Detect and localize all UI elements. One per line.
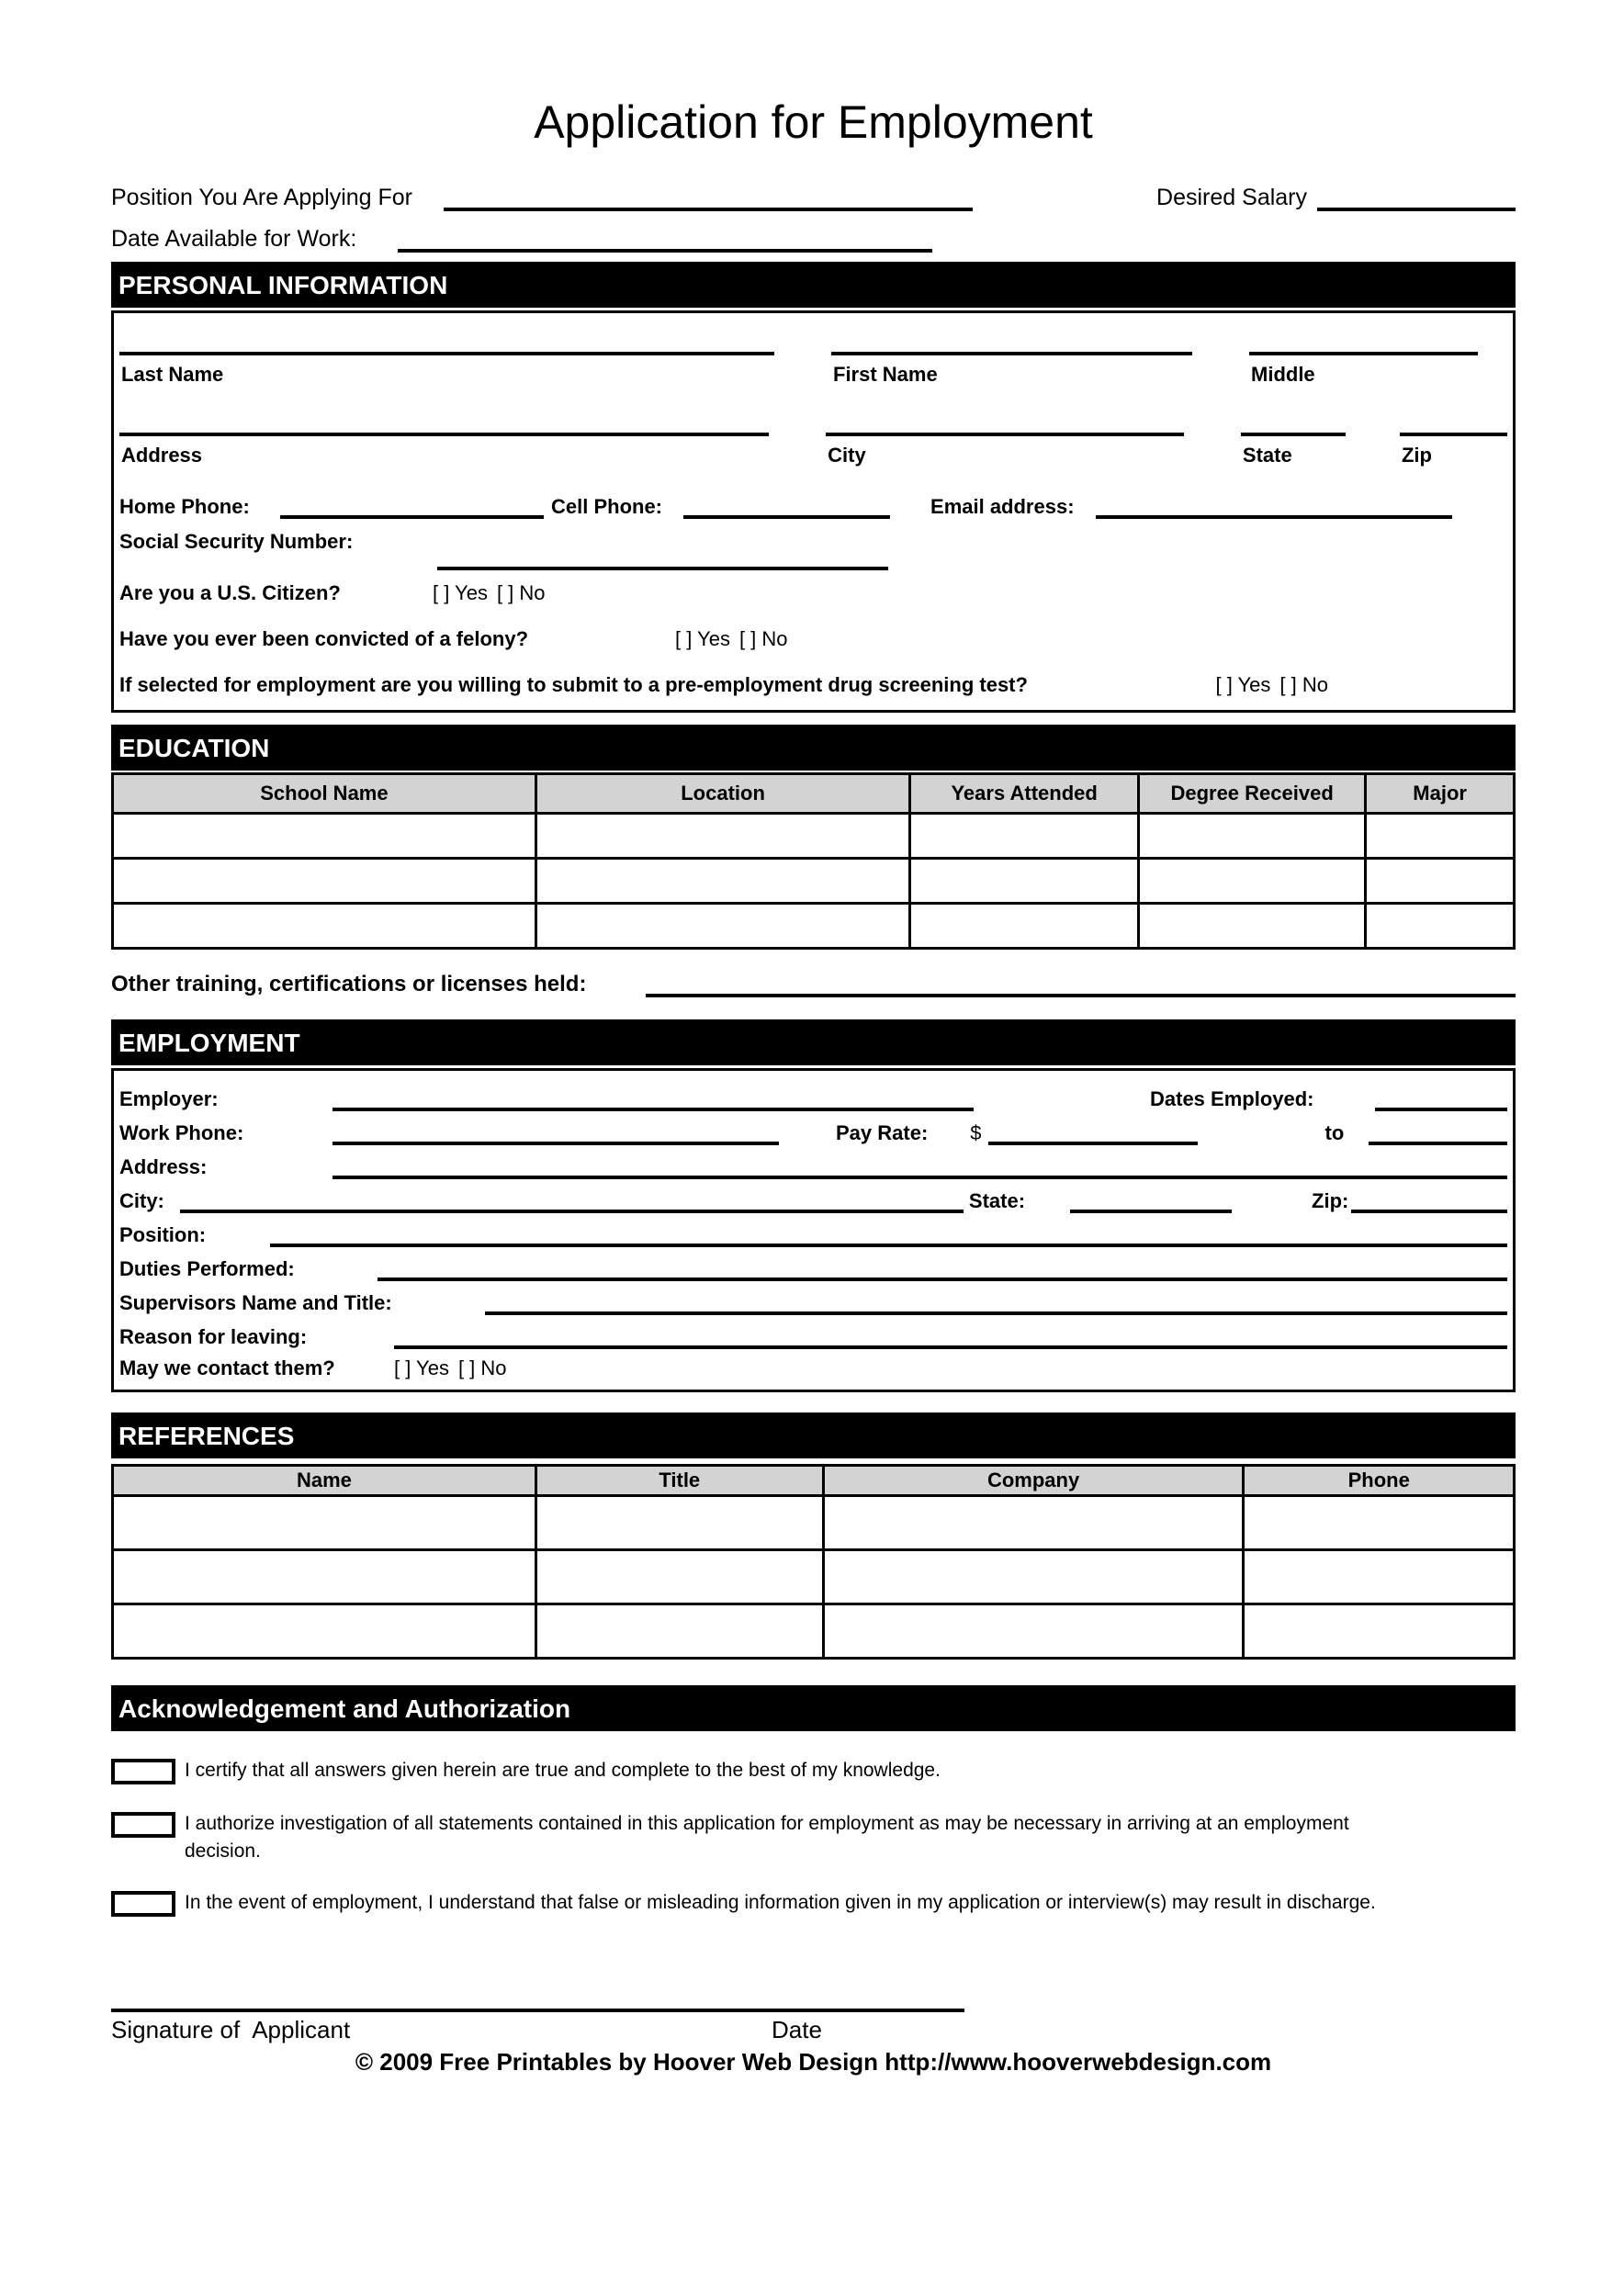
- education-col-years-attended: Years Attended: [910, 773, 1139, 813]
- table-cell[interactable]: [1244, 1550, 1515, 1604]
- employer-address-input-line[interactable]: [332, 1165, 1507, 1179]
- references-table-row: [113, 1496, 1515, 1550]
- signature-of-applicant-label: Signature of Applicant: [111, 2016, 351, 2044]
- home-phone-label: Home Phone:: [119, 494, 250, 518]
- section-header-references: REFERENCES: [111, 1412, 1516, 1458]
- desired-salary-input-line[interactable]: [1317, 197, 1516, 211]
- employer-label: Employer:: [119, 1087, 219, 1111]
- duties-input-line[interactable]: [378, 1266, 1507, 1281]
- signature-date-label: Date: [772, 2016, 822, 2044]
- felony-yes-checkbox[interactable]: [ ] Yes: [675, 626, 730, 650]
- table-cell[interactable]: [910, 858, 1139, 903]
- middle-name-field[interactable]: [1249, 352, 1478, 387]
- employer-zip-input-line[interactable]: [1351, 1199, 1507, 1213]
- table-cell[interactable]: [910, 813, 1139, 858]
- home-phone-input-line[interactable]: [280, 504, 544, 519]
- section-header-acknowledgement: Acknowledgement and Authorization: [111, 1685, 1516, 1731]
- dates-employed-label: Dates Employed:: [1150, 1087, 1314, 1111]
- certify-checkbox[interactable]: [111, 1759, 175, 1784]
- duties-performed-label: Duties Performed:: [119, 1257, 295, 1281]
- contact-yes-checkbox[interactable]: [ ] Yes: [394, 1356, 449, 1380]
- section-header-education: EDUCATION: [111, 725, 1516, 771]
- pay-rate-to-input-line[interactable]: [1369, 1131, 1507, 1145]
- name-fields-row: [119, 352, 1507, 387]
- table-cell[interactable]: [1366, 903, 1515, 948]
- table-cell[interactable]: [535, 813, 909, 858]
- employer-address-row: [119, 1155, 1507, 1179]
- dates-employed-from-line[interactable]: [1375, 1097, 1508, 1111]
- acknowledgement-item: [111, 1812, 1516, 1865]
- acknowledgement-item: [111, 1759, 1516, 1784]
- citizen-yes-checkbox[interactable]: [ ] Yes: [433, 580, 488, 604]
- felony-question-label: Have you ever been convicted of a felony?: [119, 626, 529, 650]
- cell-phone-label: Cell Phone:: [551, 494, 663, 518]
- supervisor-row: [119, 1291, 1507, 1315]
- authorize-statement: I authorize investigation of all statements contained in this application for employment as may be necessary in arriving at an employment decision.: [185, 1813, 1349, 1863]
- drug-test-question-row: [119, 673, 1507, 697]
- contact-no-checkbox[interactable]: [ ] No: [457, 1356, 507, 1380]
- contact-question-row: [119, 1356, 1507, 1380]
- employment-box: [111, 1068, 1516, 1392]
- employer-zip-label: Zip:: [1312, 1189, 1349, 1213]
- desired-salary-label: Desired Salary: [1156, 184, 1307, 210]
- references-table-row: [113, 1550, 1515, 1604]
- copyright-text: © 2009 Free Printables by Hoover Web Design http://www.hooverwebdesign.com: [355, 2048, 1272, 2077]
- employer-city-input-line[interactable]: [180, 1199, 964, 1213]
- reason-leaving-row: [119, 1325, 1507, 1349]
- city-field[interactable]: [826, 433, 1184, 467]
- education-col-school-name: School Name: [113, 773, 536, 813]
- citizen-no-checkbox[interactable]: [ ] No: [496, 580, 546, 604]
- other-training-row: [111, 972, 1516, 997]
- duties-row: [119, 1257, 1507, 1281]
- education-col-degree-received: Degree Received: [1139, 773, 1366, 813]
- education-col-location: Location: [535, 773, 909, 813]
- references-table-header-row: [113, 1466, 1515, 1496]
- currency-symbol: $: [970, 1121, 982, 1145]
- drug-test-no-checkbox[interactable]: [ ] No: [1279, 672, 1328, 696]
- reason-leaving-input-line[interactable]: [394, 1334, 1507, 1349]
- table-cell[interactable]: [113, 858, 536, 903]
- table-cell[interactable]: [535, 1550, 823, 1604]
- ssn-label: Social Security Number:: [119, 529, 354, 553]
- education-table-row: [113, 813, 1515, 858]
- discharge-checkbox[interactable]: [111, 1891, 175, 1917]
- table-cell[interactable]: [823, 1604, 1244, 1659]
- citizen-question-label: Are you a U.S. Citizen?: [119, 580, 341, 604]
- middle-name-label: Middle: [1251, 362, 1315, 386]
- education-table: [111, 772, 1516, 950]
- signature-labels-row: [111, 2016, 1516, 2044]
- last-name-field[interactable]: [119, 352, 774, 387]
- other-training-label: Other training, certifications or licenses held:: [111, 971, 587, 996]
- position-applying-label: Position You Are Applying For: [111, 184, 413, 210]
- felony-no-checkbox[interactable]: [ ] No: [738, 626, 788, 650]
- address-fields-row: [119, 433, 1507, 467]
- table-cell[interactable]: [1244, 1604, 1515, 1659]
- table-cell[interactable]: [823, 1550, 1244, 1604]
- drug-test-question-label: If selected for employment are you willing to submit to a pre-employment drug screening test?: [119, 672, 1028, 696]
- pay-rate-input-line[interactable]: [988, 1131, 1198, 1145]
- references-table-row: [113, 1604, 1515, 1659]
- table-cell[interactable]: [910, 903, 1139, 948]
- ssn-input-line[interactable]: [437, 556, 888, 570]
- employer-state-label: State:: [968, 1189, 1026, 1213]
- other-training-input-line[interactable]: [646, 983, 1516, 997]
- employer-address-label: Address:: [119, 1155, 208, 1179]
- address-label: Address: [121, 443, 203, 467]
- table-cell[interactable]: [1139, 858, 1366, 903]
- position-input-line[interactable]: [444, 197, 973, 211]
- pay-rate-to-label: to: [1324, 1121, 1345, 1145]
- certify-statement: I certify that all answers given herein are true and complete to the best of my knowledge.: [185, 1760, 941, 1782]
- work-phone-input-line[interactable]: [332, 1131, 779, 1145]
- table-cell[interactable]: [1244, 1496, 1515, 1550]
- phone-email-row: [119, 495, 1507, 519]
- references-col-title: Title: [535, 1466, 823, 1496]
- references-col-phone: Phone: [1244, 1466, 1515, 1496]
- state-field[interactable]: [1241, 433, 1346, 467]
- table-cell[interactable]: [535, 1604, 823, 1659]
- references-col-name: Name: [113, 1466, 536, 1496]
- last-name-label: Last Name: [121, 362, 224, 386]
- citizen-yes-no: [433, 581, 546, 605]
- contact-question-label: May we contact them?: [119, 1356, 335, 1380]
- personal-information-box: [111, 310, 1516, 713]
- employer-city-label: City:: [119, 1189, 164, 1213]
- table-cell[interactable]: [1139, 903, 1366, 948]
- page-title: Application for Employment: [534, 96, 1093, 148]
- table-cell[interactable]: [113, 813, 536, 858]
- address-field[interactable]: [119, 433, 769, 467]
- table-cell[interactable]: [113, 1604, 536, 1659]
- work-phone-label: Work Phone:: [119, 1121, 244, 1145]
- education-col-major: Major: [1366, 773, 1515, 813]
- acknowledgement-item: [111, 1891, 1516, 1917]
- education-table-header-row: [113, 773, 1515, 813]
- date-available-input-line[interactable]: [398, 238, 932, 253]
- position-label: Position:: [119, 1223, 207, 1247]
- email-address-label: Email address:: [930, 494, 1075, 518]
- table-cell[interactable]: [1366, 858, 1515, 903]
- reason-leaving-label: Reason for leaving:: [119, 1325, 308, 1349]
- table-cell[interactable]: [535, 858, 909, 903]
- city-label: City: [828, 443, 866, 467]
- table-cell[interactable]: [1366, 813, 1515, 858]
- authorize-checkbox[interactable]: [111, 1812, 175, 1838]
- discharge-statement: In the event of employment, I understand that false or misleading information given in my application or interview(s) may result in discharge.: [185, 1892, 1376, 1914]
- cell-phone-input-line[interactable]: [683, 504, 890, 519]
- signature-input-line[interactable]: [111, 1998, 964, 2012]
- pay-rate-label: Pay Rate:: [836, 1121, 929, 1145]
- section-header-personal-information: PERSONAL INFORMATION: [111, 262, 1516, 308]
- zip-label: Zip: [1401, 443, 1432, 467]
- ssn-row: [119, 530, 1507, 570]
- education-table-row: [113, 903, 1515, 948]
- employer-row: [119, 1087, 1507, 1111]
- drug-test-yes-checkbox[interactable]: [ ] Yes: [1215, 672, 1271, 696]
- table-cell[interactable]: [1139, 813, 1366, 858]
- table-cell[interactable]: [113, 903, 536, 948]
- zip-field[interactable]: [1400, 433, 1507, 467]
- position-row: [119, 1223, 1507, 1247]
- employer-city-state-zip-row: [119, 1189, 1507, 1213]
- drug-test-yes-no: [1215, 673, 1328, 697]
- references-table: [111, 1464, 1516, 1660]
- felony-yes-no: [675, 627, 788, 651]
- email-input-line[interactable]: [1096, 504, 1452, 519]
- date-available-row: [111, 226, 1516, 253]
- section-header-employment: EMPLOYMENT: [111, 1019, 1516, 1065]
- position-held-input-line[interactable]: [270, 1232, 1507, 1247]
- citizen-question-row: [119, 581, 1507, 605]
- table-cell[interactable]: [113, 1496, 536, 1550]
- table-cell[interactable]: [535, 1496, 823, 1550]
- table-cell[interactable]: [113, 1550, 536, 1604]
- position-salary-row: [111, 185, 1516, 211]
- education-table-row: [113, 858, 1515, 903]
- employer-state-input-line[interactable]: [1070, 1199, 1232, 1213]
- state-label: State: [1242, 443, 1292, 467]
- work-phone-payrate-row: [119, 1121, 1507, 1145]
- contact-yes-no: [394, 1356, 507, 1380]
- supervisor-label: Supervisors Name and Title:: [119, 1291, 392, 1315]
- references-col-company: Company: [823, 1466, 1244, 1496]
- date-available-label: Date Available for Work:: [111, 225, 357, 252]
- felony-question-row: [119, 627, 1507, 651]
- table-cell[interactable]: [535, 903, 909, 948]
- supervisor-input-line[interactable]: [485, 1300, 1507, 1315]
- table-cell[interactable]: [823, 1496, 1244, 1550]
- employer-input-line[interactable]: [332, 1097, 974, 1111]
- first-name-field[interactable]: [831, 352, 1192, 387]
- first-name-label: First Name: [833, 362, 938, 386]
